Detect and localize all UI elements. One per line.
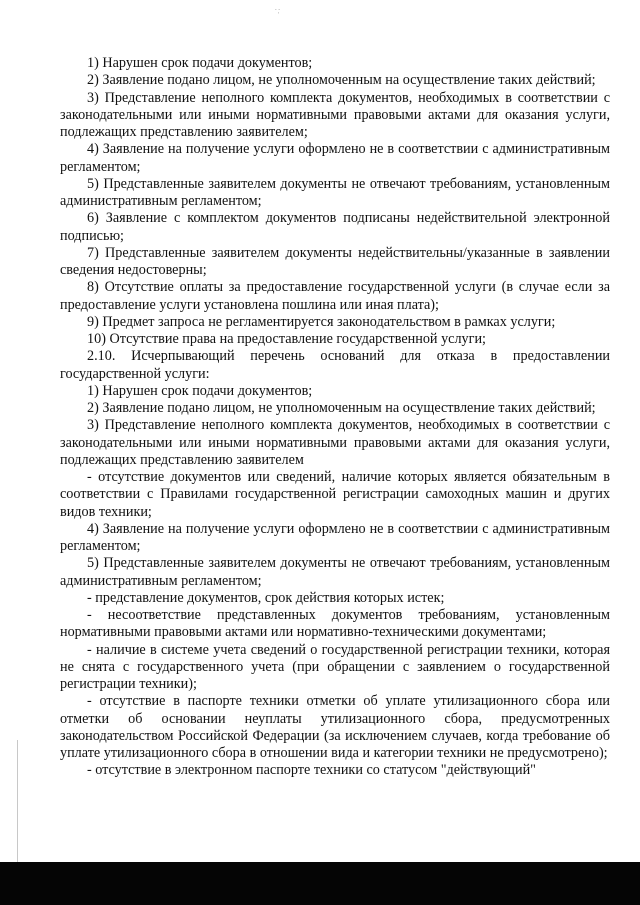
paragraph-7: 7) Представленные заявителем документы недействительны/указанные в заявлении сведения недостоверны; — [60, 244, 610, 278]
paragraph-21: - отсутствие в паспорте техники отметки об уплате утилизационного сбора или отметки об основании неуплаты утилизационного сбора, предусмотренных законодательством Российской Федерации (за исключением случаев, когда требование об уплате утилизационного сбора в отношении вида и категории техники не предусмотрено); — [60, 693, 610, 761]
scan-artifact-mark — [258, 6, 298, 14]
paragraph-4: 4) Заявление на получение услуги оформлено не в соответствии с административным регламентом; — [60, 141, 610, 175]
paragraph-18: - представление документов, срок действия которых истек; — [87, 589, 445, 606]
paragraph-17: 5) Представленные заявителем документы не отвечают требованиям, установленным административным регламентом; — [60, 555, 610, 589]
paragraph-20: - наличие в системе учета сведений о государственной регистрации техники, которая не снята с государственного учета (при обращении с заявлением о государственной регистрации техники); — [60, 641, 610, 692]
scan-margin-line — [17, 740, 18, 875]
paragraph-19: - несоответствие представленных документов требованиям, установленным нормативными правовыми актами или нормативно-техническими документами; — [60, 607, 610, 641]
paragraph-16: 4) Заявление на получение услуги оформлено не в соответствии с административным регламентом; — [60, 520, 610, 554]
paragraph-22: - отсутствие в электронном паспорте техники со статусом "действующий" — [87, 762, 536, 779]
paragraph-12: 1) Нарушен срок подачи документов; — [87, 382, 313, 399]
paragraph-9: 9) Предмет запроса не регламентируется законодательством в рамках услуги; — [87, 313, 556, 330]
paragraph-13: 2) Заявление подано лицом, не уполномоченным на осуществление таких действий; — [87, 400, 596, 416]
paragraph-6: 6) Заявление с комплектом документов подписаны недействительной электронной подписью; — [60, 210, 610, 244]
paragraph-5: 5) Представленные заявителем документы не отвечают требованиям, установленным административным регламентом; — [60, 175, 610, 209]
paragraph-15: - отсутствие документов или сведений, наличие которых является обязательным в соответствии с Правилами государственной регистрации самоходных машин и других видов техники; — [60, 469, 610, 520]
paragraph-2: 2) Заявление подано лицом, не уполномоченным на осуществление таких действий; — [87, 72, 596, 89]
document-body — [60, 55, 610, 780]
paragraph-3: 3) Представление неполного комплекта документов, необходимых в соответствии с законодательными или иными нормативными правовыми актами для оказания услуги, подлежащих представлению заявителем; — [60, 89, 610, 140]
paragraph-1: 1) Нарушен срок подачи документов; — [87, 55, 313, 71]
scan-bottom-band — [0, 862, 640, 905]
paragraph-14: 3) Представление неполного комплекта документов, необходимых в соответствии с законодательными или иными нормативными правовыми актами для оказания услуги, подлежащих представлению заявителем — [60, 417, 610, 468]
paragraph-10: 10) Отсутствие права на предоставление государственной услуги; — [87, 331, 486, 347]
section-heading-2-10: 2.10. Исчерпывающий перечень оснований для отказа в предоставлении государственной услуги: — [60, 348, 610, 382]
paragraph-8: 8) Отсутствие оплаты за предоставление государственной услуги (в случае если за предоставление услуги установлена пошлина или иная плата); — [60, 279, 610, 313]
